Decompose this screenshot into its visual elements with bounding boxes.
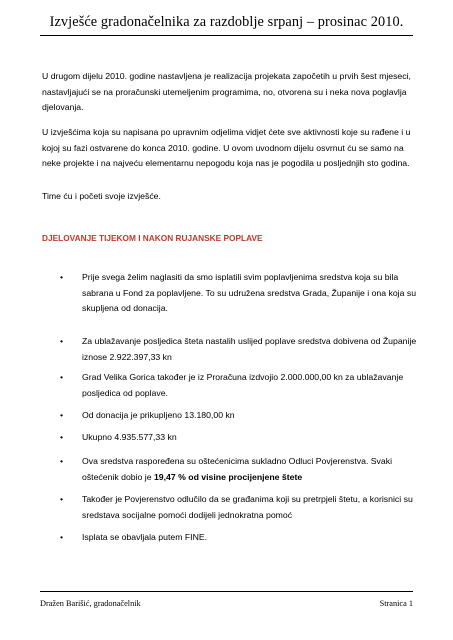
footer-divider	[40, 591, 413, 592]
section-heading: DJELOVANJE TIJEKOM I NAKON RUJANSKE POPLAVE	[42, 233, 263, 243]
footer-author: Dražen Barišić, gradonačelnik	[40, 599, 141, 608]
bullet-icon: •	[60, 410, 64, 420]
bullet-icon: •	[60, 372, 64, 382]
intro-paragraph-1: U drugom dijelu 2010. godine nastavljena je realizacija projekata započetih u prvih šest mjeseci, nastavljajući se na proračunski utemeljenim programima, no, otvorena su i neka nova poglavlja djelovanja.	[42, 71, 411, 113]
list-item-text: Grad Velika Gorica također je iz Proračuna izdvojio 2.000.000,00 kn za ublažavanje posljedica od poplave.	[82, 372, 404, 398]
list-item-text: Prije svega želim naglasiti da smo isplatili svim poplavljenima sredstva koja su bila sabrana u Fond za poplavljene. To su udružena sredstva Grada, Županije i ona koja su skupljena od donacija.	[82, 272, 417, 314]
list-item-text: Isplata se obavljala putem FINE.	[82, 532, 208, 542]
page-header-title: Izvješće gradonačelnika za razdoblje srpanj – prosinac 2010.	[49, 14, 404, 30]
list-item-text: Za ublažavanje posljedica šteta nastalih uslijed poplave sredstva dobivena od Županije iznose 2.922.397,33 kn	[82, 336, 417, 362]
list-item-text: Od donacija je prikupljeno 13.180,00 kn	[82, 410, 235, 420]
header-divider	[40, 35, 413, 36]
bullet-icon: •	[60, 494, 64, 504]
bullet-icon: •	[60, 336, 64, 346]
list-item-text	[82, 454, 418, 485]
list-item-text: Ukupno 4.935.577,33 kn	[82, 432, 177, 442]
intro-paragraph-2: U izvješćima koja su napisana po upravnim odjelima vidjet ćete sve aktivnosti koje su rađene i u kojoj su fazi ostvarene do konca 2010. godine. U ovom uvodnom dijelu osvrnut ću se samo na neke projekte i na najveću elementarnu nepogodu koja nas je pogodila u posljednjih sto godina.	[42, 127, 411, 169]
bullet-icon: •	[60, 456, 64, 466]
damage-percentage-highlight: 19,47 % od visine procijenjene štete	[153, 471, 303, 482]
bullet-icon: •	[60, 272, 64, 282]
bullet-icon: •	[60, 532, 64, 542]
list-item-text-plain: Ova sredstva raspoređena su oštećenicima sukladno Odluci Povjerenstva. Svaki oštećenik dobio je	[82, 456, 393, 482]
bullet-icon: •	[60, 432, 64, 442]
footer-page-number: Stranica 1	[379, 599, 413, 608]
intro-paragraph-3: Time ću i početi svoje izvješće.	[42, 191, 161, 201]
list-item-text: Također je Povjerenstvo odlučilo da se građanima koji su pretrpjeli štetu, a korisnici su sredstava socijalne pomoći dodijeli jednokratna pomoć	[82, 494, 413, 520]
